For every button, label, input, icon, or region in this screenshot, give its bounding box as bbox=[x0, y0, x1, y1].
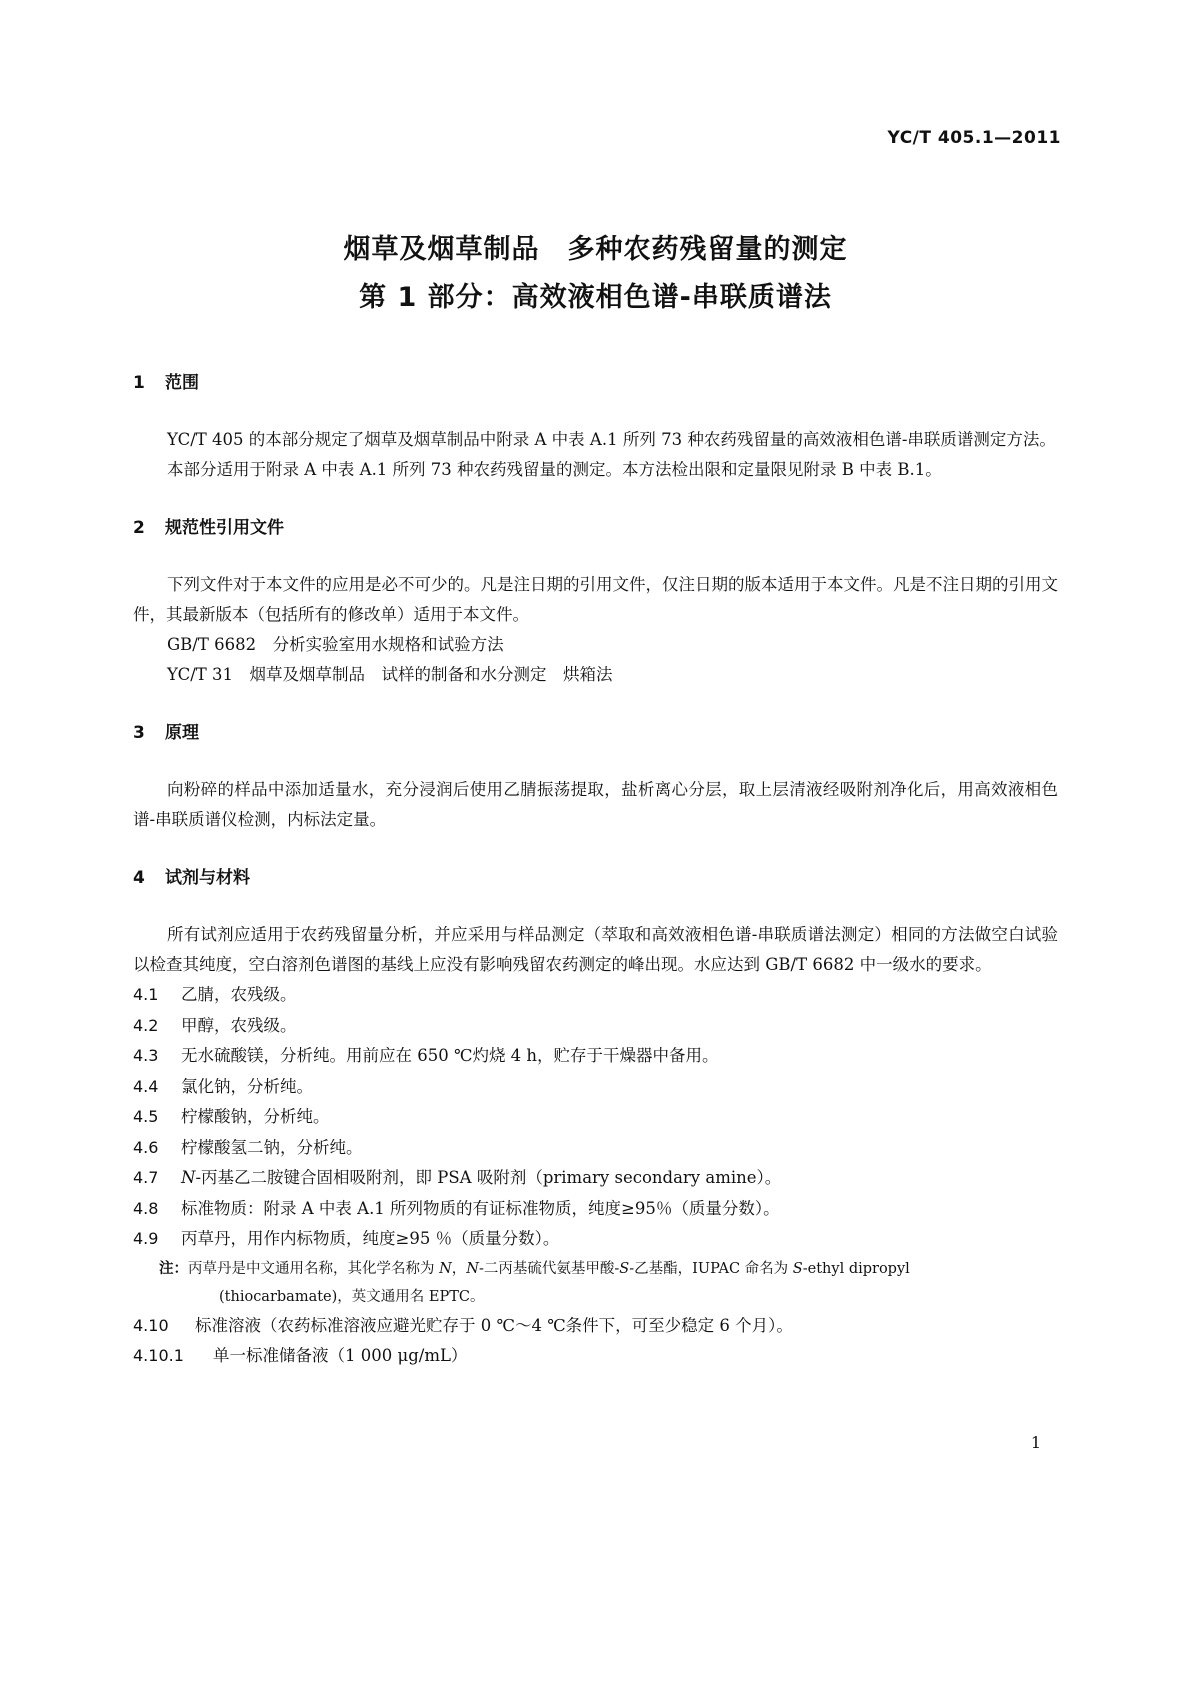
section-3-heading: 3 原理 bbox=[133, 723, 199, 743]
list-item: 4.5 柠檬酸钠，分析纯。 bbox=[133, 1107, 330, 1126]
list-item: 4.6 柠檬酸氢二钠，分析纯。 bbox=[133, 1137, 363, 1157]
list-item: 4.8 标准物质：附录 A 中表 A.1 所列物质的有证标准物质，纯度≥95％（质量分数）。 bbox=[133, 1198, 780, 1218]
reference-gb-t-6682: GB/T 6682 分析实验室用水规格和试验方法 bbox=[167, 635, 504, 654]
section-2-paragraph: 下列文件对于本文件的应用是必不可少的。凡是注日期的引用文件，仅注日期的版本适用于本文件。凡是不注日期的引用文件，其最新版本（包括所有的修改单）适用于本文件。 bbox=[133, 575, 1058, 624]
title-line-2: 第 1 部分：高效液相色谱-串联质谱法 bbox=[359, 282, 832, 313]
list-item: 4.10.1 单一标准储备液（1 000 μg/mL） bbox=[133, 1346, 468, 1365]
list-item: 4.2 甲醇，农残级。 bbox=[133, 1015, 297, 1035]
section-2-heading: 2 规范性引用文件 bbox=[133, 518, 284, 538]
document-title bbox=[0, 226, 1191, 322]
list-item: 4.1 乙腈，农残级。 bbox=[133, 985, 297, 1004]
document-body bbox=[133, 370, 1058, 1372]
reference-yc-t-31: YC/T 31 烟草及烟草制品 试样的制备和水分测定 烘箱法 bbox=[167, 665, 613, 684]
section-3-paragraph: 向粉碎的样品中添加适量水，充分浸润后使用乙腈振荡提取，盐析离心分层，取上层清液经吸附剂净化后，用高效液相色谱-串联质谱仪检测，内标法定量。 bbox=[133, 780, 1058, 829]
note-line-1: 注：丙草丹是中文通用名称，其化学名称为 N，N-二丙基硫代氨基甲酸-S-乙基酯，IUPAC 命名为 S-ethyl dipropyl bbox=[159, 1260, 910, 1277]
note bbox=[133, 1255, 1058, 1311]
list-item: 4.10 标准溶液（农药标准溶液应避光贮存于 0 ℃～4 ℃条件下，可至少稳定 6 个月）。 bbox=[133, 1315, 793, 1335]
list-item: 4.7 N-丙基乙二胺键合固相吸附剂，即 PSA 吸附剂（primary secondary amine）。 bbox=[133, 1168, 782, 1187]
list-item: 4.4 氯化钠，分析纯。 bbox=[133, 1076, 313, 1096]
note-line-2: (thiocarbamate)，英文通用名 EPTC。 bbox=[219, 1288, 485, 1305]
list-item: 4.9 丙草丹，用作内标物质，纯度≥95 ％（质量分数）。 bbox=[133, 1229, 560, 1248]
section-1-paragraph-2: 本部分适用于附录 A 中表 A.1 所列 73 种农药残留量的测定。本方法检出限和定量限见附录 B 中表 B.1。 bbox=[167, 460, 942, 479]
section-1-heading: 1 范围 bbox=[133, 373, 199, 393]
standard-code: YC/T 405.1—2011 bbox=[887, 128, 1061, 148]
section-4-paragraph: 所有试剂应适用于农药残留量分析，并应采用与样品测定（萃取和高效液相色谱-串联质谱法测定）相同的方法做空白试验以检查其纯度，空白溶剂色谱图的基线上应没有影响残留农药测定的峰出现。水应达到 GB/T 6682 中一级水的要求。 bbox=[133, 925, 1058, 974]
title-line-1: 烟草及烟草制品 多种农药残留量的测定 bbox=[343, 234, 848, 265]
section-1-paragraph-1: YC/T 405 的本部分规定了烟草及烟草制品中附录 A 中表 A.1 所列 73 种农药残留量的高效液相色谱-串联质谱测定方法。 bbox=[167, 430, 1056, 449]
list-item: 4.3 无水硫酸镁，分析纯。用前应在 650 ℃灼烧 4 h，贮存于干燥器中备用。 bbox=[133, 1046, 719, 1065]
section-4-heading: 4 试剂与材料 bbox=[133, 868, 250, 888]
page-number: 1 bbox=[1030, 1433, 1041, 1452]
